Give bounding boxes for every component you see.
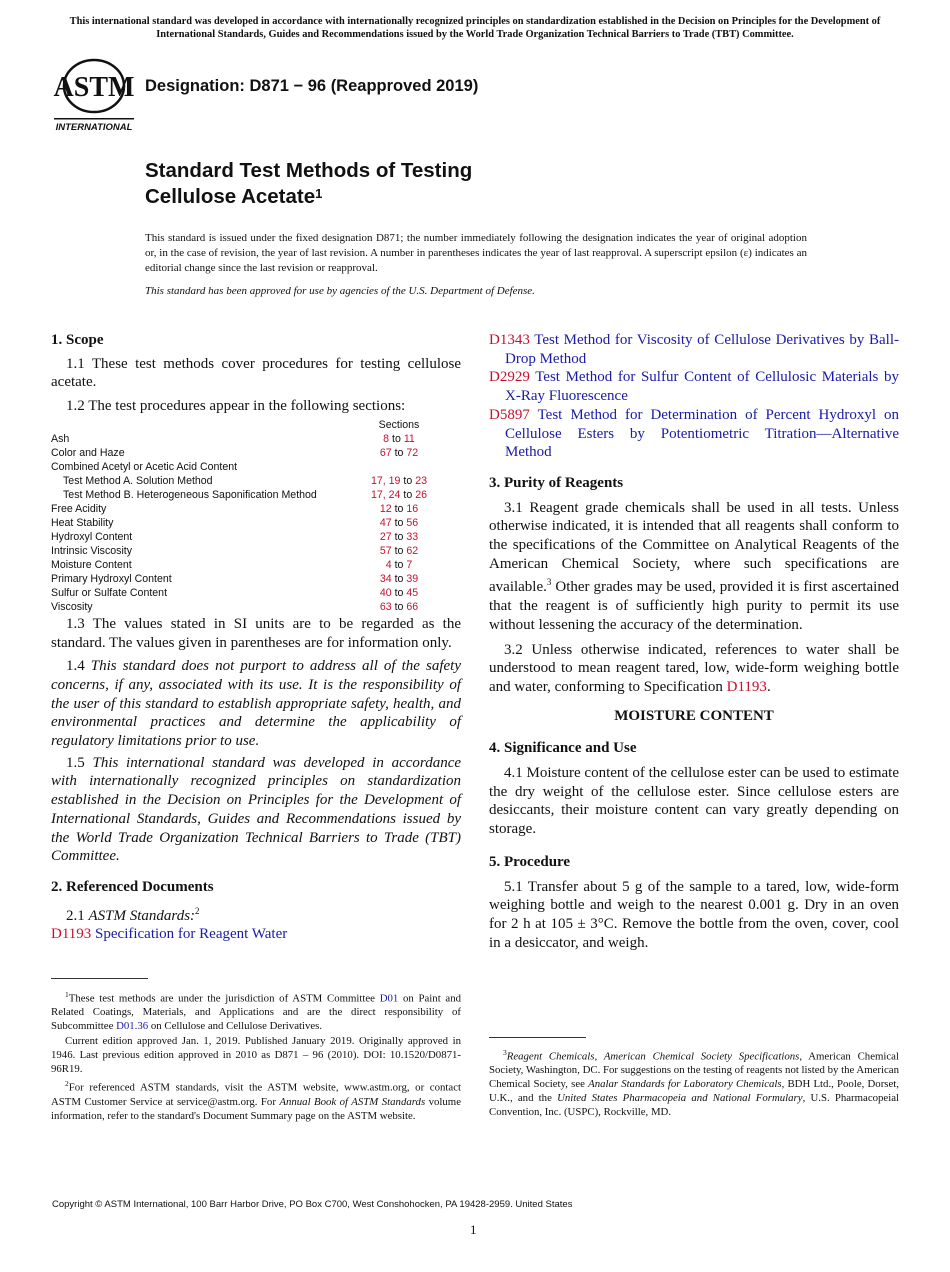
section-row xyxy=(51,572,439,586)
section-start[interactable]: 47 xyxy=(379,516,392,529)
section-range xyxy=(359,502,439,516)
purity-3-1 xyxy=(489,499,899,635)
section-row xyxy=(51,446,439,460)
ref-item[interactable] xyxy=(489,331,899,368)
left-column xyxy=(51,331,461,944)
section-sep: to xyxy=(394,446,404,459)
section-end[interactable]: 16 xyxy=(406,502,419,515)
footnote-1 xyxy=(51,988,461,1034)
ref-code[interactable]: D1193 xyxy=(51,926,92,943)
fn1-text-b: on Paint and Related Coatings, Materials, and Applications and are the direct responsibility of Subcommittee xyxy=(51,992,461,1033)
referenced-2-1-mark: 2 xyxy=(195,905,200,916)
scope-1-2: 1.2 The test procedures appear in the following sections: xyxy=(66,398,406,415)
section-sep: to xyxy=(392,432,401,445)
section-sep: to xyxy=(394,516,404,529)
section-sep: to xyxy=(394,586,404,599)
section-sep: to xyxy=(394,558,404,571)
section-start[interactable]: 8 xyxy=(383,432,390,445)
footnote-rule-right xyxy=(489,1037,586,1038)
section-sep: to xyxy=(394,600,404,613)
section-row xyxy=(51,474,439,488)
section-row xyxy=(51,502,439,516)
logo-text: ASTM xyxy=(53,72,135,103)
fn3-text-b: , BDH Ltd., Poole, Dorset, U.K., and the xyxy=(489,1078,899,1104)
ref-title[interactable]: Test Method for Determination of Percent Hydroxyl on Cellulose Esters by Potentiometric Titration—Alternative Method xyxy=(505,406,899,461)
fn3-italic-2: Analar Standards for Laboratory Chemicals xyxy=(588,1078,782,1091)
section-start[interactable]: 67 xyxy=(379,446,392,459)
section-label: Test Method A. Solution Method xyxy=(63,474,213,487)
fn2-mark: 2 xyxy=(65,1079,69,1089)
scope-1-5 xyxy=(51,754,461,866)
procedure-heading: 5. Procedure xyxy=(489,853,571,870)
ref-title[interactable]: Test Method for Sulfur Content of Cellulosic Materials by X-Ray Fluorescence xyxy=(505,369,899,405)
scope-1-3: 1.3 The values stated in SI units are to be regarded as the standard. The values given in parentheses are for information only. xyxy=(51,615,461,651)
ref-item[interactable] xyxy=(489,368,899,405)
scope-1-4-text: This standard does not purport to address all of the safety concerns, if any, associated with its use. It is the responsibility of the user of this standard to establish appropriate safety, health, and environmental practices and determine the applicability of regulatory limitations prior to use. xyxy=(51,658,461,750)
moisture-heading: MOISTURE CONTENT xyxy=(614,707,774,724)
page-number: 1 xyxy=(470,1222,477,1237)
section-sep: to xyxy=(394,502,404,515)
section-end[interactable]: 45 xyxy=(406,586,419,599)
section-label: Intrinsic Viscosity xyxy=(51,544,133,557)
right-column xyxy=(489,331,899,952)
section-range xyxy=(359,586,439,600)
section-start[interactable]: 34 xyxy=(379,572,392,585)
section-row xyxy=(51,586,439,600)
purity-3-1-mark: 3 xyxy=(546,577,552,588)
dod-approval: This standard has been approved for use by agencies of the U.S. Department of Defense. xyxy=(145,285,535,297)
procedure-5-1: 5.1 Transfer about 5 g of the sample to a tared, low, wide-form weighing bottle and weigh to the nearest 0.001 g. Dry in an oven for 2 h at 105 ± 3°C. Remove the bottle from the oven, cover, cool in a desiccator, and weigh. xyxy=(489,878,899,951)
section-row xyxy=(51,530,439,544)
section-start[interactable]: 17, 24 xyxy=(370,488,401,501)
referenced-2-1 xyxy=(51,902,461,926)
section-label: Ash xyxy=(51,432,70,445)
section-label: Primary Hydroxyl Content xyxy=(51,572,172,585)
fn1-mark: 1 xyxy=(65,990,69,999)
ref-item[interactable] xyxy=(489,406,899,462)
fn2-italic: Annual Book of ASTM Standards xyxy=(279,1095,426,1108)
astm-logo xyxy=(52,58,136,134)
ref-code[interactable]: D1343 xyxy=(489,332,530,348)
section-sep: to xyxy=(394,544,404,557)
section-sep: to xyxy=(394,530,404,543)
logo-subtext: INTERNATIONAL xyxy=(55,122,133,133)
section-start[interactable]: 63 xyxy=(379,600,392,613)
fn2-text-a: For referenced ASTM standards, visit the ASTM website, www.astm.org, or contact ASTM Customer Service at service@astm.org. For xyxy=(51,1081,461,1108)
purity-heading: 3. Purity of Reagents xyxy=(489,474,624,491)
purity-3-1-a: 3.1 Reagent grade chemicals shall be used in all tests. Unless otherwise indicated, it is intended that all reagents shall conform to the specifications of the Committee on Analytical Reagents of the American Chemical Society, where such specifications are available. xyxy=(489,499,899,596)
footnote-2 xyxy=(51,1077,461,1123)
scope-1-4-num: 1.4 xyxy=(66,658,85,675)
section-end[interactable]: 26 xyxy=(415,488,427,501)
section-range xyxy=(359,488,439,502)
footnote-rule-left xyxy=(51,978,148,979)
purity-3-2 xyxy=(489,641,899,697)
fn1-text-a: These test methods are under the jurisdiction of ASTM Committee xyxy=(68,992,380,1005)
section-range xyxy=(359,530,439,544)
section-end[interactable]: 7 xyxy=(406,558,413,571)
section-label: Hydroxyl Content xyxy=(51,530,133,543)
section-start[interactable]: 4 xyxy=(385,558,392,571)
ref-title[interactable]: Test Method for Viscosity of Cellulose Derivatives by Ball-Drop Method xyxy=(505,332,900,367)
footnotes-right xyxy=(489,1046,899,1120)
section-start[interactable]: 12 xyxy=(379,502,392,515)
fn3-italic-1: Reagent Chemicals, American Chemical Society Specifications xyxy=(506,1050,800,1063)
fn3-text-a: , American Chemical Society, Washington, DC. For suggestions on the testing of reagents not listed by the American Chemical Society, see xyxy=(489,1050,899,1091)
section-row xyxy=(51,558,439,572)
section-label: Heat Stability xyxy=(51,516,114,529)
section-start[interactable]: 17, 19 xyxy=(370,474,401,487)
fn1-link-d01[interactable]: D01 xyxy=(379,992,399,1005)
purity-3-2-link[interactable]: D1193 xyxy=(726,678,767,695)
section-label: Sulfur or Sulfate Content xyxy=(51,586,168,599)
ref-title[interactable]: Specification for Reagent Water xyxy=(95,926,288,943)
section-label: Combined Acetyl or Acetic Acid Content xyxy=(51,460,238,473)
copyright: Copyright © ASTM International, 100 Barr Harbor Drive, PO Box C700, West Conshohocken, PA 19428-2959. United States xyxy=(52,1199,573,1210)
ref-list-right xyxy=(489,331,899,462)
referenced-2-1-label: ASTM Standards: xyxy=(88,907,196,924)
purity-3-1-b: Other grades may be used, provided it is first ascertained that the reagent is of sufficiently high purity to permit its use without lessening the accuracy of the determination. xyxy=(489,579,899,633)
fn2-text-b: volume information, refer to the standard's Document Summary page on the ASTM website. xyxy=(51,1095,461,1122)
title-footnote-mark: 1 xyxy=(315,186,323,201)
footnote-3 xyxy=(489,1046,899,1120)
fn3-text-c: , U.S. Pharmacopeial Convention, Inc. (USPC), Rockville, MD. xyxy=(489,1091,900,1118)
section-row xyxy=(51,516,439,530)
section-range xyxy=(359,600,439,614)
fn1-link-d0136[interactable]: D01.36 xyxy=(116,1020,149,1033)
scope-1-5-num: 1.5 xyxy=(66,754,85,771)
section-row xyxy=(51,432,439,446)
section-label: Viscosity xyxy=(51,600,93,613)
section-end[interactable]: 56 xyxy=(406,516,419,529)
referenced-heading: 2. Referenced Documents xyxy=(51,878,214,895)
scope-1-4 xyxy=(51,657,461,751)
section-end[interactable]: 39 xyxy=(406,572,419,585)
significance-4-1: 4.1 Moisture content of the cellulose ester can be used to estimate the dry weight of the cellulose ester. Since cellulose esters are desiccants, their moisture content can vary greatly depending on storage. xyxy=(489,765,899,838)
section-row xyxy=(51,488,439,502)
scope-1-1: 1.1 These test methods cover procedures for testing cellulose acetate. xyxy=(51,355,461,391)
section-row xyxy=(51,544,439,558)
section-end[interactable]: 23 xyxy=(415,474,427,487)
section-range xyxy=(359,446,439,460)
top-notice: This international standard was developed in accordance with internationally recognized principles on standardization established in the Decision on Principles for the Development of International Standards, Guides and Recommendations issued by the World Trade Organization Technical Barriers to Trade (TBT) Committee. xyxy=(69,16,881,40)
section-label: Free Acidity xyxy=(51,502,107,515)
scope-heading: 1. Scope xyxy=(51,332,104,348)
section-sep: to xyxy=(403,474,413,487)
section-sep: to xyxy=(403,488,413,501)
section-end[interactable]: 72 xyxy=(406,446,419,459)
astm-logo-icon xyxy=(52,58,136,134)
scope-1-5-text: This international standard was developed in accordance with internationally recognized principles on standardization established in the Decision on Principles for the Development of International Standards, Guides and Recommendations issued by the World Trade Organization Technical Barriers to Trade (TBT) Committee. xyxy=(51,754,462,865)
section-row xyxy=(51,600,439,614)
section-end[interactable]: 62 xyxy=(406,544,419,557)
sections-header: Sections xyxy=(378,418,420,431)
designation: Designation: D871 − 96 (Reapproved 2019) xyxy=(145,77,479,95)
section-end[interactable]: 66 xyxy=(406,600,419,613)
section-range xyxy=(359,572,439,586)
section-start[interactable]: 27 xyxy=(379,530,392,543)
title-line-1: Standard Test Methods of Testing xyxy=(145,159,473,182)
section-range xyxy=(359,432,439,446)
purity-3-2-a: 3.2 Unless otherwise indicated, references to water shall be understood to mean reagent tared, low, wide-form weighing bottle and water, conforming to Specification xyxy=(489,641,899,695)
sections-table xyxy=(51,418,439,614)
document-title xyxy=(145,158,472,210)
section-label: Moisture Content xyxy=(51,558,132,571)
purity-3-2-b: . xyxy=(766,678,771,695)
section-range xyxy=(359,460,439,474)
section-start[interactable]: 57 xyxy=(379,544,392,557)
section-label: Test Method B. Heterogeneous Saponification Method xyxy=(63,488,317,501)
fn1-text-c: on Cellulose and Cellulose Derivatives. xyxy=(148,1020,323,1033)
section-end[interactable]: 11 xyxy=(403,432,415,445)
section-sep: to xyxy=(394,572,404,585)
section-range xyxy=(359,558,439,572)
title-line-2: Cellulose Acetate xyxy=(145,185,316,208)
intro-paragraph: This standard is issued under the fixed designation D871; the number immediately following the designation indicates the year of original adoption or, in the case of revision, the year of last revision. A number in parentheses indicates the year of last reapproval. A superscript epsilon (ε) indicates an editorial change since the last revision or reapproval. xyxy=(145,232,807,274)
section-range xyxy=(359,516,439,530)
section-range xyxy=(359,544,439,558)
ref-list-left xyxy=(51,925,461,944)
section-label: Color and Haze xyxy=(51,446,125,459)
ref-code[interactable]: D5897 xyxy=(489,406,530,423)
fn3-italic-3: United States Pharmacopeia and National Formulary xyxy=(557,1091,803,1104)
section-start[interactable]: 40 xyxy=(379,586,392,599)
footnotes-left xyxy=(51,988,461,1123)
footnote-1-edition: Current edition approved Jan. 1, 2019. Published January 2019. Originally approved in 1946. Last previous edition approved in 2010 as D871 – 96 (2010). DOI: 10.1520/D0871-96R19. xyxy=(51,1034,461,1075)
section-range xyxy=(359,474,439,488)
section-end[interactable]: 33 xyxy=(406,530,419,543)
significance-heading: 4. Significance and Use xyxy=(489,740,637,757)
section-row xyxy=(51,460,439,474)
ref-code[interactable]: D2929 xyxy=(489,369,530,386)
referenced-2-1-num: 2.1 xyxy=(66,907,85,924)
fn3-mark: 3 xyxy=(503,1048,507,1057)
ref-item[interactable] xyxy=(51,925,461,944)
